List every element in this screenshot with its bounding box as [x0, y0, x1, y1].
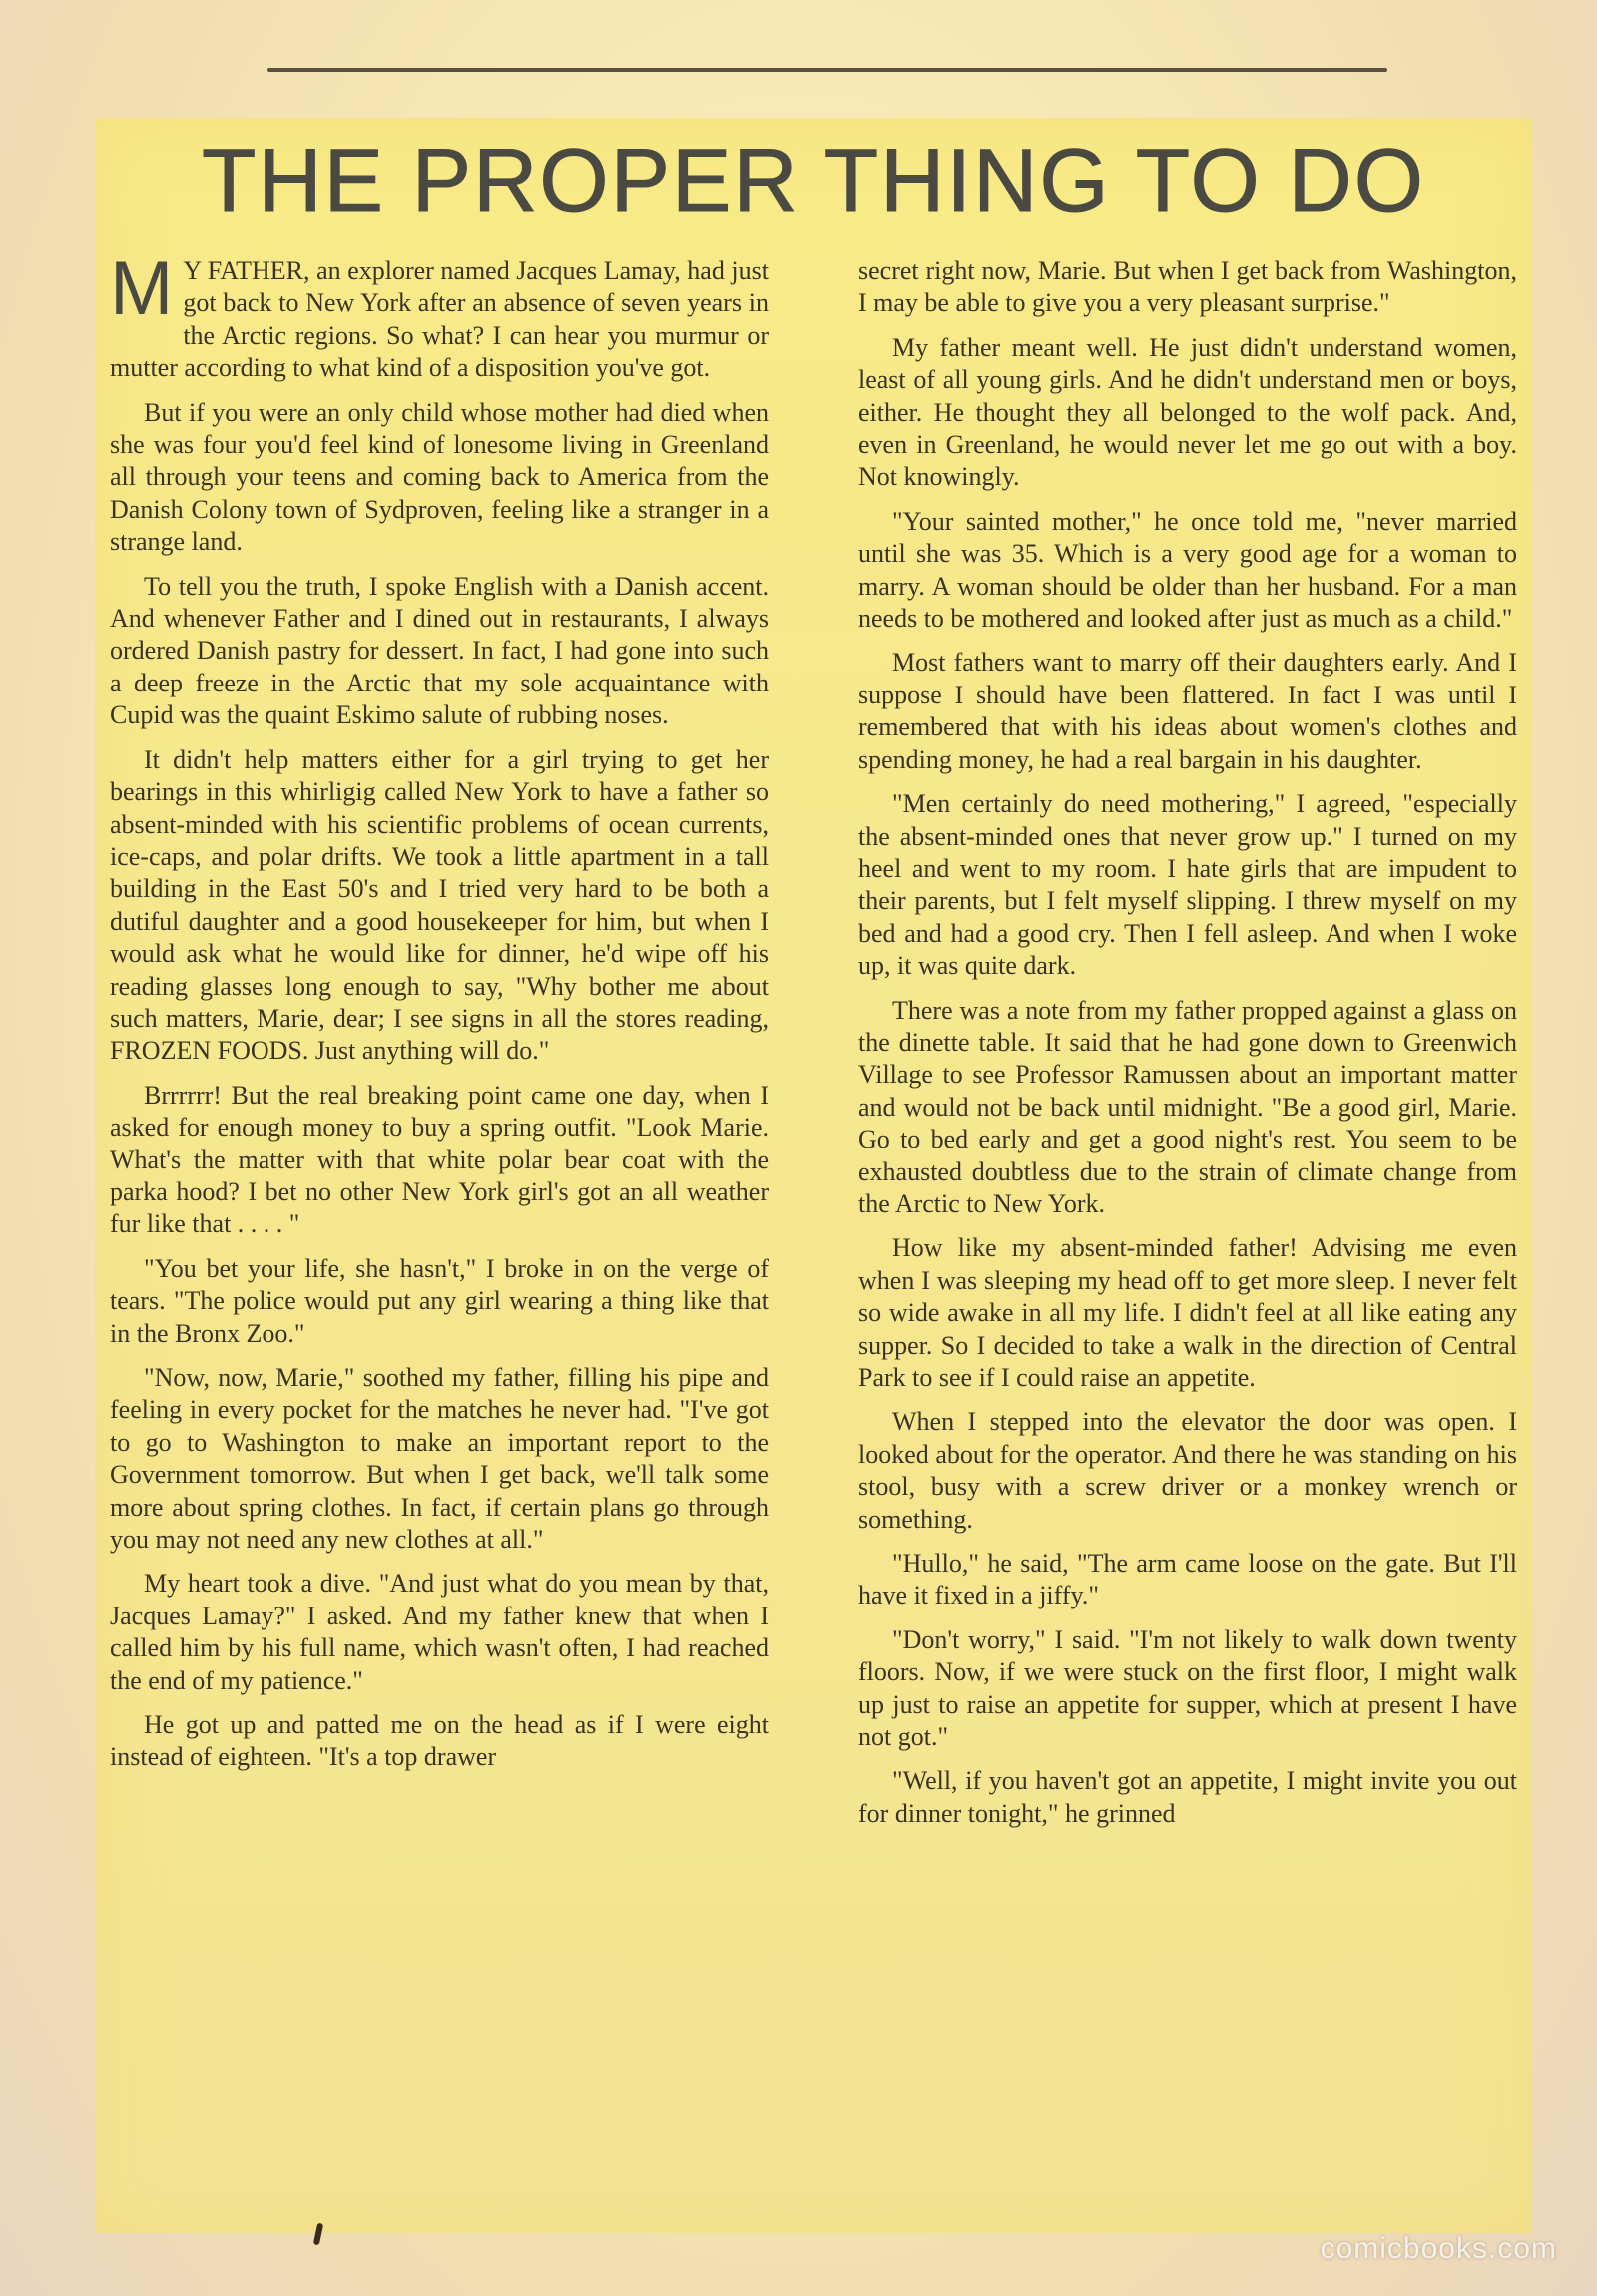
paragraph: There was a note from my father propped against a glass on the dinette table. It said that he had gone down to Greenwich Village to see Professor Ramussen about an important matter and would not be back until midnight. "Be a good girl, Marie. Go to bed early and get a good night's rest. You seem to be exhausted doubtless due to the strain of climate change from the Arctic to New York. — [858, 995, 1517, 1218]
first-paragraph-text: Y FATHER, an explorer named Jacques Lamay, had just got back to New York after an absence of seven years in the Arctic regions. So what? I can hear you murmur or mutter according to what kind of a disposition you've got. — [110, 256, 769, 383]
story-columns — [110, 255, 1517, 2201]
top-rule — [267, 68, 1387, 72]
paragraph: "Don't worry," I said. "I'm not likely to walk down twenty floors. Now, if we were stuck on the first floor, I might walk up just to raise an appetite for supper, which at present I have not got." — [858, 1624, 1517, 1752]
paragraph: It didn't help matters either for a girl trying to get her bearings in this whirligig called New York to have a father so absent-minded with his scientific problems of ocean currents, ice-caps, and polar drifts. We took a little apartment in a tall building in the East 50's and I tried very hard to be both a dutiful daughter and a good housekeeper for him, but when I would ask what he would like for dinner, he'd wipe off his reading glasses long enough to say, "Why bother me about such matters, Marie, dear; I see signs in all the stores reading, FROZEN FOODS. Just anything will do." — [110, 744, 769, 1066]
paragraph: To tell you the truth, I spoke English with a Danish accent. And whenever Father and I dined out in restaurants, I always ordered Danish pastry for dessert. In fact, I had gone into such a deep freeze in the Arctic that my sole acquaintance with Cupid was the quaint Eskimo salute of rubbing noses. — [110, 571, 769, 730]
paragraph: He got up and patted me on the head as if I were eight instead of eighteen. "It's a top drawer — [110, 1710, 769, 1772]
paragraph: How like my absent-minded father! Advising me even when I was sleeping my head off to get more sleep. I never felt so wide awake in all my life. I didn't feel at all like eating any supper. So I decided to take a walk in the direction of Central Park to see if I could raise an appetite. — [858, 1233, 1517, 1392]
paragraph: My heart took a dive. "And just what do you mean by that, Jacques Lamay?" I asked. And my father knew that when I called him by his full name, which wasn't often, I had reached the end of my patience." — [110, 1569, 769, 1695]
paragraph: When I stepped into the elevator the door was open. I looked about for the operator. And there he was standing on his stool, busy with a screw driver or a monkey wrench or something. — [858, 1407, 1517, 1534]
drop-cap: M — [110, 255, 174, 331]
right-column — [858, 255, 1517, 2201]
left-column — [110, 255, 769, 2201]
paragraph: "Well, if you haven't got an appetite, I might invite you out for dinner tonight," he grinned — [858, 1766, 1517, 1828]
paragraph: "Now, now, Marie," soothed my father, filling his pipe and feeling in every pocket for the matches he never had. "I've got to go to Washington to make an important report to the Government tomorrow. But when I get back, we'll talk some more about spring clothes. In fact, if certain plans go through you may not need any new clothes at all." — [110, 1363, 769, 1555]
watermark: comicbooks.com — [1320, 2232, 1557, 2265]
paragraph: "Your sainted mother," he once told me, "never married until she was 35. Which is a very good age for a woman to marry. A woman should be older than her husband. For a man needs to be mothered and looked after just as much as a child." — [858, 506, 1517, 634]
paragraph: My father meant well. He just didn't understand women, least of all young girls. And he didn't understand men or boys, either. He thought they all belonged to the wolf pack. And, even in Greenland, he would never let me go out with a boy. Not knowingly. — [858, 332, 1517, 492]
first-paragraph — [110, 255, 769, 385]
story-title: THE PROPER THING TO DO — [202, 130, 1425, 230]
paragraph: "Men certainly do need mothering," I agreed, "especially the absent-minded ones that never grow up." I turned on my heel and went to my room. I hate girls that are impudent to their parents, but I felt myself slipping. I threw myself on my bed and had a good cry. Then I fell asleep. And when I woke up, it was quite dark. — [858, 789, 1517, 981]
paragraph: Most fathers want to marry off their daughters early. And I suppose I should have been flattered. In fact I was until I remembered that with his ideas about women's clothes and spending money, he had a real bargain in his daughter. — [858, 648, 1517, 774]
paragraph: "Hullo," he said, "The arm came loose on the gate. But I'll have it fixed in a jiffy." — [858, 1549, 1517, 1610]
paragraph-continuation: secret right now, Marie. But when I get back from Washington, I may be able to give you a very pleasant surprise." — [858, 256, 1517, 318]
paragraph: But if you were an only child whose mother had died when she was four you'd feel kind of lonesome living in Greenland all through your teens and coming back to America from the Danish Colony town of Sydproven, feeling like a stranger in a strange land. — [110, 397, 769, 557]
paragraph: Brrrrrr! But the real breaking point came one day, when I asked for enough money to buy a spring outfit. "Look Marie. What's the matter with that white polar bear coat with the parka hood? I bet no other New York girl's got an all weather fur like that . . . . " — [110, 1080, 769, 1239]
paragraph: "You bet your life, she hasn't," I broke in on the verge of tears. "The police would put any girl wearing a thing like that in the Bronx Zoo." — [110, 1253, 769, 1348]
